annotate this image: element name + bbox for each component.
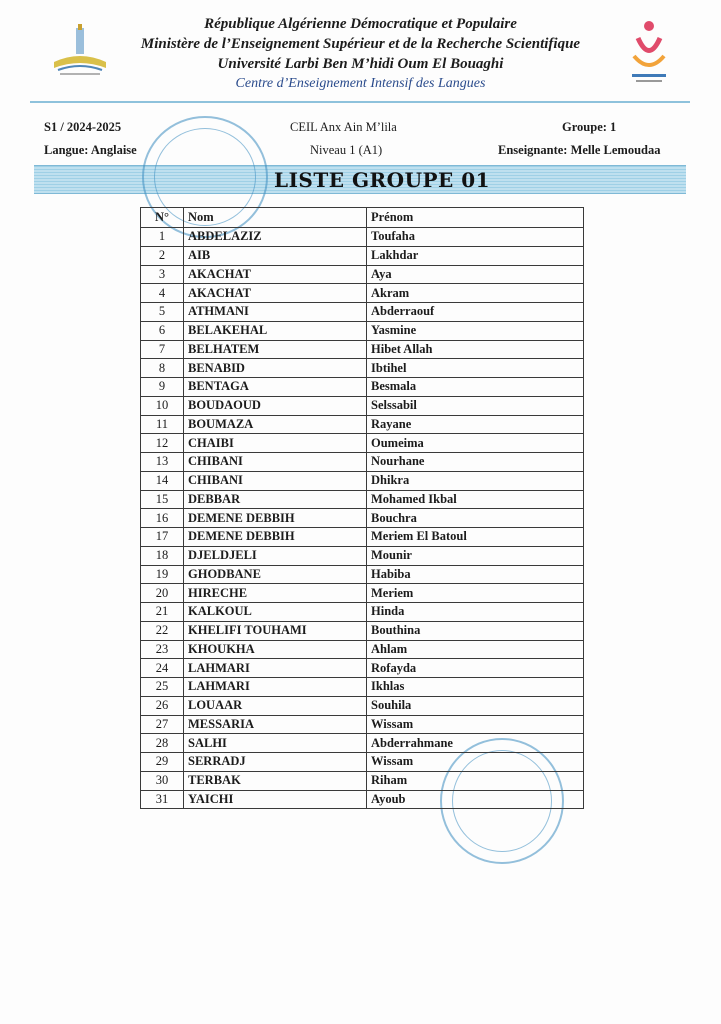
table-row xyxy=(141,771,584,790)
row-nom: DEBBAR xyxy=(184,490,367,509)
row-prenom: Ayoub xyxy=(367,790,584,809)
row-number: 14 xyxy=(141,471,184,490)
header-center: Centre d’Enseignement Intensif des Langues xyxy=(235,76,486,91)
table-row xyxy=(141,509,584,528)
header-divider xyxy=(30,101,690,103)
row-nom: KALKOUL xyxy=(184,603,367,622)
table-row xyxy=(141,265,584,284)
row-prenom: Abderrahmane xyxy=(367,734,584,753)
table-row xyxy=(141,621,584,640)
row-prenom: Souhila xyxy=(367,696,584,715)
row-prenom: Ikhlas xyxy=(367,678,584,697)
row-nom: LAHMARI xyxy=(184,659,367,678)
table-row xyxy=(141,696,584,715)
row-nom: KHOUKHA xyxy=(184,640,367,659)
row-prenom: Toufaha xyxy=(367,228,584,247)
row-number: 15 xyxy=(141,490,184,509)
row-number: 28 xyxy=(141,734,184,753)
table-row xyxy=(141,659,584,678)
row-nom: DEMENE DEBBIH xyxy=(184,509,367,528)
row-nom: BELHATEM xyxy=(184,340,367,359)
table-row xyxy=(141,471,584,490)
table-row xyxy=(141,340,584,359)
row-prenom: Dhikra xyxy=(367,471,584,490)
row-number: 10 xyxy=(141,396,184,415)
table-row xyxy=(141,415,584,434)
header-nom: Nom xyxy=(184,208,367,228)
row-nom: CHAIBI xyxy=(184,434,367,453)
table-row xyxy=(141,584,584,603)
row-nom: TERBAK xyxy=(184,771,367,790)
row-prenom: Meriem El Batoul xyxy=(367,528,584,547)
row-prenom: Riham xyxy=(367,771,584,790)
table-row xyxy=(141,228,584,247)
row-number: 26 xyxy=(141,696,184,715)
row-nom: LOUAAR xyxy=(184,696,367,715)
row-prenom: Habiba xyxy=(367,565,584,584)
row-nom: LAHMARI xyxy=(184,678,367,697)
row-prenom: Akram xyxy=(367,284,584,303)
table-row xyxy=(141,546,584,565)
row-nom: KHELIFI TOUHAMI xyxy=(184,621,367,640)
row-prenom: Oumeima xyxy=(367,434,584,453)
row-nom: YAICHI xyxy=(184,790,367,809)
row-prenom: Bouchra xyxy=(367,509,584,528)
row-prenom: Ibtihel xyxy=(367,359,584,378)
table-row xyxy=(141,284,584,303)
row-nom: CHIBANI xyxy=(184,471,367,490)
header-num: N° xyxy=(141,208,184,228)
row-number: 2 xyxy=(141,246,184,265)
row-nom: DJELDJELI xyxy=(184,546,367,565)
table-row xyxy=(141,715,584,734)
level-label: Niveau 1 (A1) xyxy=(310,143,383,157)
language-label: Langue: Anglaise xyxy=(44,143,137,157)
group-label: Groupe: 1 xyxy=(562,120,617,134)
row-nom: AKACHAT xyxy=(184,265,367,284)
row-number: 13 xyxy=(141,453,184,472)
row-prenom: Aya xyxy=(367,265,584,284)
row-prenom: Wissam xyxy=(367,715,584,734)
row-prenom: Hinda xyxy=(367,603,584,622)
table-row xyxy=(141,378,584,397)
center-label: CEIL Anx Ain M’lila xyxy=(290,120,397,134)
list-title: LISTE GROUPE 01 xyxy=(274,168,491,192)
row-prenom: Ahlam xyxy=(367,640,584,659)
table-row xyxy=(141,303,584,322)
row-prenom: Rayane xyxy=(367,415,584,434)
table-row xyxy=(141,321,584,340)
row-prenom: Selssabil xyxy=(367,396,584,415)
table-row xyxy=(141,359,584,378)
row-number: 18 xyxy=(141,546,184,565)
header-prenom: Prénom xyxy=(367,208,584,228)
row-number: 12 xyxy=(141,434,184,453)
row-number: 7 xyxy=(141,340,184,359)
row-nom: HIRECHE xyxy=(184,584,367,603)
row-prenom: Mohamed Ikbal xyxy=(367,490,584,509)
table-row xyxy=(141,734,584,753)
table-row xyxy=(141,490,584,509)
student-table xyxy=(140,207,584,809)
table-row xyxy=(141,246,584,265)
row-number: 27 xyxy=(141,715,184,734)
row-number: 25 xyxy=(141,678,184,697)
row-nom: GHODBANE xyxy=(184,565,367,584)
table-row xyxy=(141,640,584,659)
semester-label: S1 / 2024-2025 xyxy=(44,120,122,134)
row-prenom: Abderraouf xyxy=(367,303,584,322)
row-nom: DEMENE DEBBIH xyxy=(184,528,367,547)
row-number: 22 xyxy=(141,621,184,640)
row-number: 17 xyxy=(141,528,184,547)
table-header-row xyxy=(141,208,584,228)
row-number: 11 xyxy=(141,415,184,434)
row-number: 3 xyxy=(141,265,184,284)
table-row xyxy=(141,434,584,453)
row-nom: ABDELAZIZ xyxy=(184,228,367,247)
row-number: 23 xyxy=(141,640,184,659)
table-row xyxy=(141,678,584,697)
row-prenom: Lakhdar xyxy=(367,246,584,265)
row-nom: BENTAGA xyxy=(184,378,367,397)
row-nom: SALHI xyxy=(184,734,367,753)
header-republic: République Algérienne Démocratique et Populaire xyxy=(204,16,517,32)
row-prenom: Besmala xyxy=(367,378,584,397)
table-row xyxy=(141,790,584,809)
table-row xyxy=(141,396,584,415)
row-nom: BOUMAZA xyxy=(184,415,367,434)
row-prenom: Mounir xyxy=(367,546,584,565)
row-nom: ATHMANI xyxy=(184,303,367,322)
row-prenom: Yasmine xyxy=(367,321,584,340)
row-number: 4 xyxy=(141,284,184,303)
row-number: 30 xyxy=(141,771,184,790)
table-row xyxy=(141,565,584,584)
row-number: 9 xyxy=(141,378,184,397)
row-number: 8 xyxy=(141,359,184,378)
row-nom: BENABID xyxy=(184,359,367,378)
row-nom: MESSARIA xyxy=(184,715,367,734)
row-number: 24 xyxy=(141,659,184,678)
row-prenom: Wissam xyxy=(367,753,584,772)
table-row xyxy=(141,453,584,472)
row-number: 1 xyxy=(141,228,184,247)
row-nom: BELAKEHAL xyxy=(184,321,367,340)
row-nom: SERRADJ xyxy=(184,753,367,772)
row-prenom: Meriem xyxy=(367,584,584,603)
row-nom: BOUDAOUD xyxy=(184,396,367,415)
header-university: Université Larbi Ben M’hidi Oum El Bouaghi xyxy=(217,56,504,72)
row-number: 31 xyxy=(141,790,184,809)
teacher-label: Enseignante: Melle Lemoudaa xyxy=(498,143,661,157)
row-prenom: Nourhane xyxy=(367,453,584,472)
row-nom: AIB xyxy=(184,246,367,265)
row-nom: CHIBANI xyxy=(184,453,367,472)
header-ministry: Ministère de l’Enseignement Supérieur et de la Recherche Scientifique xyxy=(140,36,581,52)
row-number: 19 xyxy=(141,565,184,584)
row-nom: AKACHAT xyxy=(184,284,367,303)
table-row xyxy=(141,753,584,772)
row-number: 6 xyxy=(141,321,184,340)
row-number: 16 xyxy=(141,509,184,528)
title-banner xyxy=(34,165,686,194)
row-number: 5 xyxy=(141,303,184,322)
row-number: 21 xyxy=(141,603,184,622)
row-prenom: Rofayda xyxy=(367,659,584,678)
table-row xyxy=(141,528,584,547)
row-number: 20 xyxy=(141,584,184,603)
row-prenom: Hibet Allah xyxy=(367,340,584,359)
row-number: 29 xyxy=(141,753,184,772)
table-row xyxy=(141,603,584,622)
row-prenom: Bouthina xyxy=(367,621,584,640)
